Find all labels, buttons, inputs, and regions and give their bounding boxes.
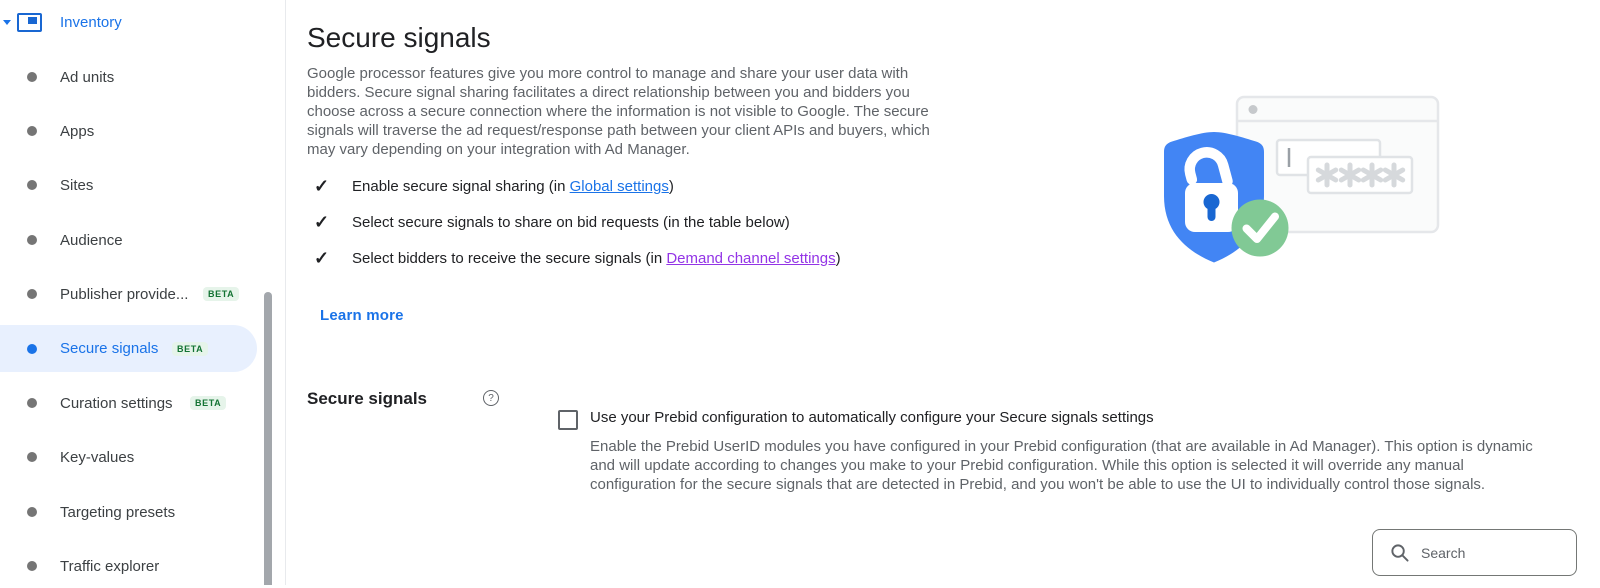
- beta-badge: BETA: [172, 342, 208, 356]
- bullet-icon: [27, 452, 37, 462]
- sidebar-item-traffic-explorer[interactable]: Traffic explorer: [0, 544, 285, 588]
- sidebar-item-apps[interactable]: Apps: [0, 109, 285, 153]
- sidebar-scrollbar[interactable]: [264, 292, 272, 585]
- search-icon: [1390, 543, 1409, 562]
- sidebar-item-targeting-presets[interactable]: Targeting presets: [0, 490, 285, 534]
- main-content: [307, 0, 1600, 585]
- prebid-config-checkbox-label[interactable]: Use your Prebid configuration to automatically configure your Secure signals settings: [590, 409, 1154, 426]
- bullet-icon: [27, 561, 37, 571]
- help-icon[interactable]: ?: [483, 390, 499, 406]
- bullet-icon: [27, 289, 37, 299]
- checkmark-icon: ✓: [314, 212, 330, 232]
- checklist-text: ): [835, 250, 841, 267]
- global-settings-link[interactable]: Global settings: [569, 178, 669, 195]
- learn-more-link[interactable]: Learn more: [320, 307, 404, 324]
- search-box[interactable]: [1372, 529, 1577, 576]
- sidebar-item-curation-settings[interactable]: Curation settings BETA: [0, 381, 285, 425]
- beta-badge: BETA: [190, 396, 226, 410]
- sidebar-item-ad-units[interactable]: Ad units: [0, 55, 285, 99]
- bullet-icon: [27, 507, 37, 517]
- sidebar-item-secure-signals[interactable]: Secure signals BETA: [0, 325, 257, 372]
- secure-signals-illustration: [1130, 90, 1450, 270]
- chevron-down-icon[interactable]: [3, 20, 11, 25]
- sidebar-header-label: Inventory: [60, 13, 122, 31]
- sidebar-header-inventory[interactable]: [0, 0, 285, 44]
- sidebar-item-sites[interactable]: Sites: [0, 163, 285, 207]
- sidebar-item-audience[interactable]: Audience: [0, 218, 285, 262]
- search-input[interactable]: [1421, 545, 1571, 561]
- bullet-icon: [27, 126, 37, 136]
- demand-channel-settings-link[interactable]: Demand channel settings: [666, 250, 836, 267]
- checklist-text: Select bidders to receive the secure signals (in: [352, 250, 667, 267]
- sidebar: [0, 0, 286, 585]
- page-description: Google processor features give you more control to manage and share your user data with bidders. Secure signal sharing facilitates a direct relationship between you and bidders you choose across a secure connection where the information is not visible to Google. The secure signals will traverse the ad request/response path between your client APIs and buyers, which may vary depending on your integration with Ad Manager.: [307, 65, 930, 158]
- prebid-config-description: Enable the Prebid UserID modules you have configured in your Prebid configuration (that are available in Ad Manager). This option is dynamic and will update according to changes you make to your Prebid configuration. While this option is selected it will override any manual configuration for the secure signals that are detected in Prebid, and you won't be able to use the UI to individually control those signals.: [590, 438, 1533, 493]
- bullet-icon: [27, 344, 37, 354]
- sidebar-item-key-values[interactable]: Key-values: [0, 435, 285, 479]
- inventory-icon: [17, 13, 42, 32]
- checklist-text: Select secure signals to share on bid requests (in the table below): [352, 214, 790, 231]
- prebid-config-checkbox[interactable]: [558, 410, 578, 430]
- checklist-text: ): [668, 178, 674, 195]
- page-title: Secure signals: [307, 22, 491, 53]
- beta-badge: BETA: [203, 287, 239, 301]
- bullet-icon: [27, 72, 37, 82]
- checkmark-icon: ✓: [314, 248, 330, 268]
- section-title-secure-signals: Secure signals: [307, 389, 428, 408]
- bullet-icon: [27, 398, 37, 408]
- check-circle-icon: [1232, 200, 1289, 257]
- checklist-text: Enable secure signal sharing (in: [352, 178, 570, 195]
- sidebar-item-publisher-provided[interactable]: Publisher provide... BETA: [0, 272, 285, 316]
- checkmark-icon: ✓: [314, 176, 330, 196]
- bullet-icon: [27, 235, 37, 245]
- bullet-icon: [27, 180, 37, 190]
